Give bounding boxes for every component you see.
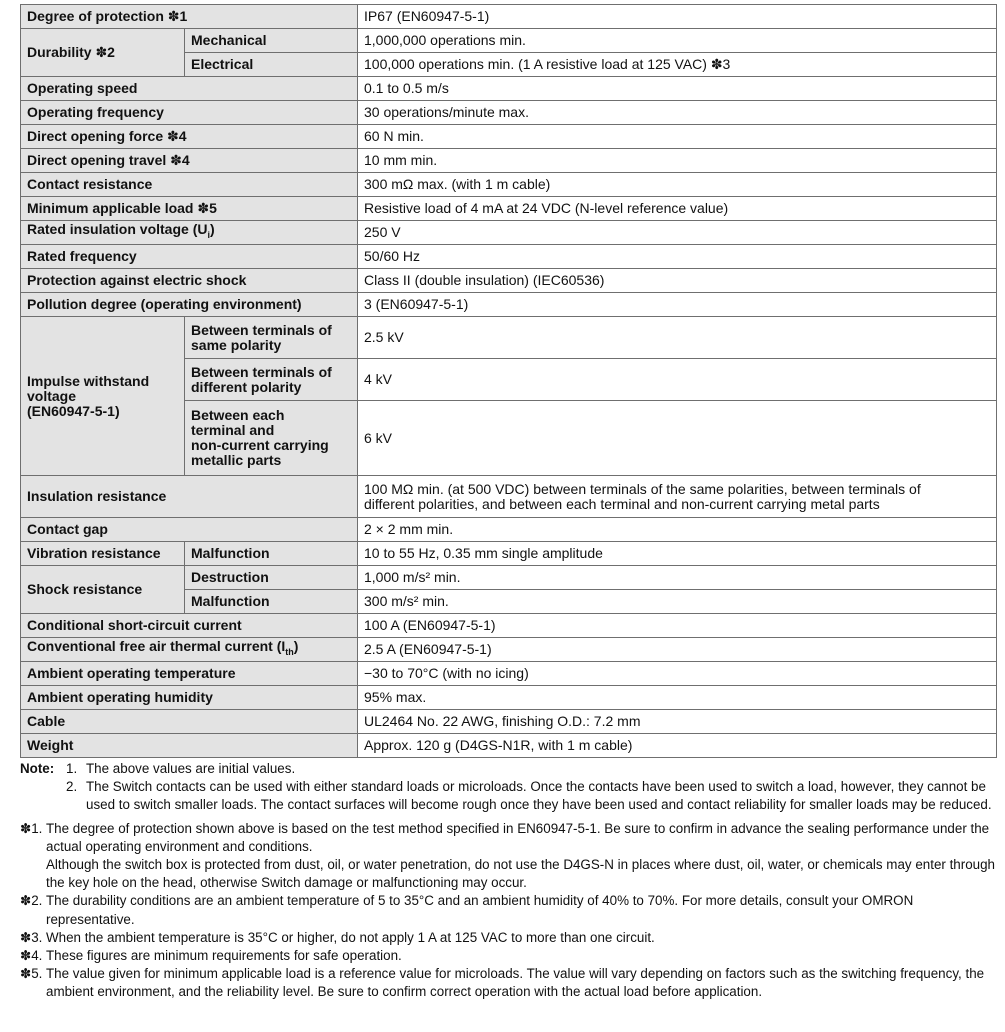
weight-label: Weight: [21, 734, 358, 758]
footnote-text: The value given for minimum applicable load is a reference value for microloads. The value will vary depending on factors such as the switching frequency, the ambient environment, and the reliability level. Be sure to confirm correct operation with the actual load before application.: [46, 966, 985, 1000]
table-row: [21, 77, 997, 101]
rated-insulation-value: 250 V: [358, 221, 997, 245]
impulse-label-line: (EN60947-5-1): [27, 402, 120, 419]
note-label: Note:: [20, 761, 55, 776]
note-number: 1.: [66, 761, 78, 776]
footnote-text: When the ambient temperature is 35°C or higher, do not apply 1 A at 125 VAC to more than one circuit.: [46, 929, 655, 945]
rated-insulation-subscript: i: [207, 229, 210, 240]
insulation-resistance-line: 100 MΩ min. (at 500 VDC) between terminals of the same polarities, between terminals of: [364, 480, 921, 497]
table-row: [21, 29, 997, 53]
insulation-resistance-line: different polarities, and between each terminal and non-current carrying metal parts: [364, 495, 880, 512]
operating-speed-label: Operating speed: [21, 77, 358, 101]
note-text: The Switch contacts can be used with either standard loads or microloads. Once the contacts have been used to switch a load, however, they cannot be used to switch smaller loads. The contact surfaces will become rough once they have been used and contact reliability for smaller loads may be reduced.: [86, 779, 992, 813]
table-row: [21, 5, 997, 29]
shock-malfunction-value: 300 m/s² min.: [358, 590, 997, 614]
table-row: [21, 686, 997, 710]
same-polarity-line: same polarity: [191, 336, 282, 353]
cable-value: UL2464 No. 22 AWG, finishing O.D.: 7.2 mm: [358, 710, 997, 734]
min-load-value: Resistive load of 4 mA at 24 VDC (N-level reference value): [358, 197, 997, 221]
electrical-value: 100,000 operations min. (1 A resistive load at 125 VAC) ✽3: [358, 53, 997, 77]
contact-resistance-label: Contact resistance: [21, 173, 358, 197]
destruction-value: 1,000 m/s² min.: [358, 566, 997, 590]
table-row: [21, 221, 997, 245]
each-terminal-line: terminal and: [191, 422, 275, 438]
thermal-value: 2.5 A (EN60947-5-1): [358, 638, 997, 662]
table-row: [21, 245, 997, 269]
table-row: [21, 101, 997, 125]
footnote-text: [46, 820, 998, 893]
pollution-label: Pollution degree (operating environment): [21, 293, 358, 317]
mechanical-label: Mechanical: [185, 29, 358, 53]
contact-gap-value: 2 × 2 mm min.: [358, 518, 997, 542]
operating-speed-value: 0.1 to 0.5 m/s: [358, 77, 997, 101]
same-polarity-label: [185, 317, 358, 359]
diff-polarity-label: [185, 359, 358, 401]
footnote-label: ✽4.: [20, 948, 43, 964]
diff-polarity-line: Between terminals of: [191, 363, 332, 380]
amb-humidity-value: 95% max.: [358, 686, 997, 710]
impulse-label-line: Impulse withstand: [27, 372, 150, 389]
vibration-label: Vibration resistance: [21, 542, 185, 566]
footnote-text: These figures are minimum requirements for safe operation.: [46, 948, 402, 964]
note-item: [20, 778, 998, 814]
electrical-label: Electrical: [185, 53, 358, 77]
rated-insulation-close: ): [209, 221, 215, 238]
table-row: [21, 173, 997, 197]
operating-frequency-label: Operating frequency: [21, 101, 358, 125]
insulation-resistance-label: Insulation resistance: [21, 476, 358, 518]
footnote-label: ✽3.: [20, 929, 43, 945]
thermal-label: [21, 638, 358, 662]
table-row: [21, 197, 997, 221]
insulation-resistance-value: [358, 476, 997, 518]
each-terminal-line: metallic parts: [191, 452, 282, 468]
durability-label: Durability ✽2: [21, 29, 185, 77]
specifications-table: [20, 4, 997, 758]
table-row: [21, 662, 997, 686]
footnote-item: [20, 947, 998, 965]
operating-frequency-value: 30 operations/minute max.: [358, 101, 997, 125]
cond-short-label: Conditional short-circuit current: [21, 614, 358, 638]
min-load-label: Minimum applicable load ✽5: [21, 197, 358, 221]
table-row: [21, 542, 997, 566]
shock-protection-label: Protection against electric shock: [21, 269, 358, 293]
note-text: The above values are initial values.: [86, 761, 296, 776]
amb-temp-value: −30 to 70°C (with no icing): [358, 662, 997, 686]
table-row: [21, 269, 997, 293]
same-polarity-line: Between terminals of: [191, 321, 332, 338]
footnote-label: ✽1.: [20, 820, 43, 836]
rated-insulation-text: Rated insulation voltage (U: [27, 221, 208, 238]
thermal-subscript: th: [285, 646, 294, 657]
pollution-value: 3 (EN60947-5-1): [358, 293, 997, 317]
impulse-label: [21, 317, 185, 476]
diff-polarity-value: 4 kV: [358, 359, 997, 401]
notes-section: [20, 760, 998, 1002]
direct-opening-force-label: Direct opening force ✽4: [21, 125, 358, 149]
each-terminal-line: non-current carrying: [191, 437, 329, 453]
footnote-item: [20, 929, 998, 947]
each-terminal-label: [185, 401, 358, 476]
degree-protection-label: Degree of protection ✽1: [21, 5, 358, 29]
footnote-label: ✽2.: [20, 893, 43, 909]
table-row: [21, 734, 997, 758]
direct-opening-travel-label: Direct opening travel ✽4: [21, 149, 358, 173]
table-row: [21, 710, 997, 734]
direct-opening-travel-value: 10 mm min.: [358, 149, 997, 173]
impulse-label-line: voltage: [27, 387, 77, 404]
direct-opening-force-value: 60 N min.: [358, 125, 997, 149]
table-row: [21, 614, 997, 638]
table-row: [21, 638, 997, 662]
table-row: [21, 518, 997, 542]
thermal-text: Conventional free air thermal current (I: [27, 638, 286, 655]
table-row: [21, 476, 997, 518]
rated-frequency-label: Rated frequency: [21, 245, 358, 269]
footnote-paragraph: The degree of protection shown above is based on the test method specified in EN60947-5-1. Be sure to confirm in advance the sealing performance under the actual operating environment and conditions.: [46, 820, 990, 854]
table-row: [21, 149, 997, 173]
rated-frequency-value: 50/60 Hz: [358, 245, 997, 269]
footnote-item: [20, 820, 998, 893]
contact-gap-label: Contact gap: [21, 518, 358, 542]
footnote-label: ✽5.: [20, 966, 43, 982]
rated-insulation-label: [21, 221, 358, 245]
table-row: [21, 293, 997, 317]
shock-resistance-label: Shock resistance: [21, 566, 185, 614]
footnote-item: [20, 892, 998, 928]
contact-resistance-value: 300 mΩ max. (with 1 m cable): [358, 173, 997, 197]
vibration-value: 10 to 55 Hz, 0.35 mm single amplitude: [358, 542, 997, 566]
degree-protection-value: IP67 (EN60947-5-1): [358, 5, 997, 29]
note-item: [20, 760, 998, 778]
footnote-text: The durability conditions are an ambient temperature of 5 to 35°C and an ambient humidity of 40% to 70%. For more details, consult your OMRON representative.: [46, 893, 914, 927]
vibration-sub-label: Malfunction: [185, 542, 358, 566]
destruction-label: Destruction: [185, 566, 358, 590]
footnote-item: [20, 965, 998, 1001]
same-polarity-value: 2.5 kV: [358, 317, 997, 359]
mechanical-value: 1,000,000 operations min.: [358, 29, 997, 53]
cable-label: Cable: [21, 710, 358, 734]
note-number: 2.: [66, 779, 78, 795]
each-terminal-line: Between each: [191, 407, 285, 423]
weight-value: Approx. 120 g (D4GS-N1R, with 1 m cable): [358, 734, 997, 758]
amb-humidity-label: Ambient operating humidity: [21, 686, 358, 710]
shock-malfunction-label: Malfunction: [185, 590, 358, 614]
table-row: [21, 317, 997, 359]
diff-polarity-line: different polarity: [191, 378, 302, 395]
each-terminal-value: 6 kV: [358, 401, 997, 476]
table-row: [21, 125, 997, 149]
footnote-paragraph: Although the switch box is protected from dust, oil, or water penetration, do not use the D4GS-N in places where dust, oil, water, or chemicals may enter through the key hole on the head, otherwise Switch damage or malfunctioning may occur.: [46, 857, 995, 891]
cond-short-value: 100 A (EN60947-5-1): [358, 614, 997, 638]
amb-temp-label: Ambient operating temperature: [21, 662, 358, 686]
shock-protection-value: Class II (double insulation) (IEC60536): [358, 269, 997, 293]
table-row: [21, 566, 997, 590]
thermal-close: ): [293, 638, 299, 655]
